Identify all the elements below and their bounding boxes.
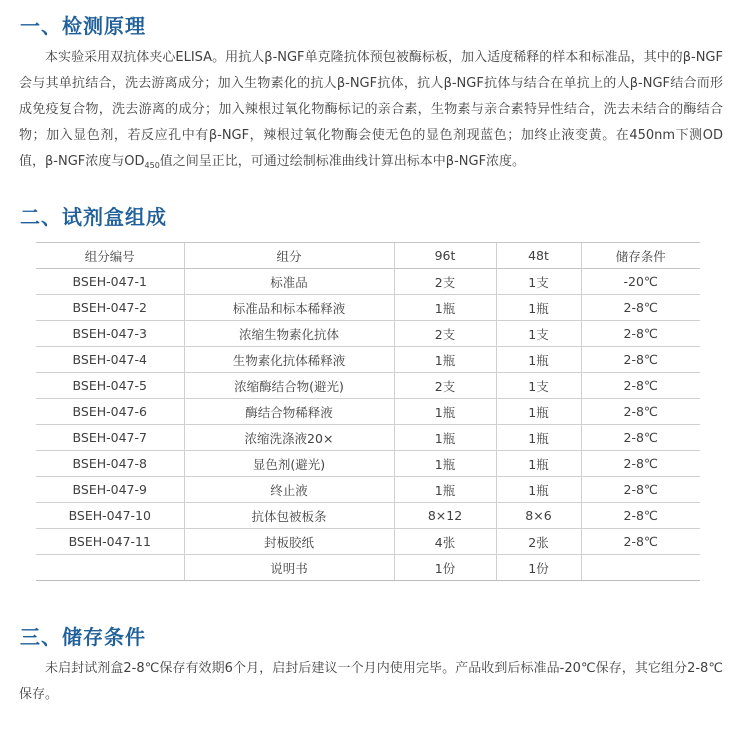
cell-component-id: BSEH-047-1 — [36, 269, 184, 295]
cell-component: 生物素化抗体稀释液 — [184, 347, 394, 373]
cell-component: 说明书 — [184, 555, 394, 581]
cell-48t: 1支 — [496, 373, 581, 399]
cell-component-id: BSEH-047-9 — [36, 477, 184, 503]
cell-component-id: BSEH-047-3 — [36, 321, 184, 347]
section-title-storage: 三、储存条件 — [20, 625, 146, 649]
cell-48t: 1支 — [496, 321, 581, 347]
table-row — [36, 399, 700, 425]
cell-component-id: BSEH-047-10 — [36, 503, 184, 529]
kit-components-table — [36, 243, 700, 581]
principle-text-end: 值之间呈正比，可通过绘制标准曲线计算出标本中β-NGF浓度。 — [159, 154, 526, 169]
header-storage: 储存条件 — [581, 243, 700, 269]
cell-storage: 2-8℃ — [581, 399, 700, 425]
cell-component-id: BSEH-047-8 — [36, 451, 184, 477]
cell-storage: 2-8℃ — [581, 373, 700, 399]
table-row — [36, 347, 700, 373]
table-row — [36, 529, 700, 555]
cell-component: 终止液 — [184, 477, 394, 503]
cell-component: 酶结合物稀释液 — [184, 399, 394, 425]
cell-48t: 1瓶 — [496, 425, 581, 451]
header-component: 组分 — [184, 243, 394, 269]
cell-component-id: BSEH-047-2 — [36, 295, 184, 321]
cell-48t: 1瓶 — [496, 347, 581, 373]
cell-component: 封板胶纸 — [184, 529, 394, 555]
cell-component-id: BSEH-047-7 — [36, 425, 184, 451]
cell-component-id: BSEH-047-11 — [36, 529, 184, 555]
cell-48t: 1份 — [496, 555, 581, 581]
cell-storage: 2-8℃ — [581, 529, 700, 555]
cell-component: 浓缩酶结合物(避光) — [184, 373, 394, 399]
cell-storage: 2-8℃ — [581, 503, 700, 529]
cell-96t: 1瓶 — [394, 477, 496, 503]
section-title-principle: 一、检测原理 — [20, 14, 146, 38]
cell-component-id: BSEH-047-4 — [36, 347, 184, 373]
cell-component: 抗体包被板条 — [184, 503, 394, 529]
principle-paragraph — [19, 45, 723, 175]
cell-storage: 2-8℃ — [581, 321, 700, 347]
table-row — [36, 295, 700, 321]
cell-storage: 2-8℃ — [581, 295, 700, 321]
section-title-kit-components: 二、试剂盒组成 — [20, 205, 167, 229]
table-row — [36, 503, 700, 529]
cell-96t: 1瓶 — [394, 425, 496, 451]
table-body — [36, 269, 700, 581]
cell-96t: 2支 — [394, 373, 496, 399]
cell-storage: 2-8℃ — [581, 347, 700, 373]
cell-component-id: BSEH-047-6 — [36, 399, 184, 425]
cell-storage — [581, 555, 700, 581]
cell-48t: 1瓶 — [496, 477, 581, 503]
cell-96t: 2支 — [394, 269, 496, 295]
cell-storage: 2-8℃ — [581, 477, 700, 503]
header-48t: 48t — [496, 243, 581, 269]
principle-subscript: 450 — [144, 161, 160, 170]
cell-96t: 8×12 — [394, 503, 496, 529]
header-96t: 96t — [394, 243, 496, 269]
table-row — [36, 373, 700, 399]
cell-storage: 2-8℃ — [581, 451, 700, 477]
cell-48t: 2张 — [496, 529, 581, 555]
table-header-row — [36, 243, 700, 269]
cell-storage: -20℃ — [581, 269, 700, 295]
cell-48t: 1支 — [496, 269, 581, 295]
cell-component-id: BSEH-047-5 — [36, 373, 184, 399]
cell-component-id — [36, 555, 184, 581]
cell-component: 显色剂(避光) — [184, 451, 394, 477]
cell-48t: 1瓶 — [496, 295, 581, 321]
cell-96t: 1瓶 — [394, 295, 496, 321]
header-component-id: 组分编号 — [36, 243, 184, 269]
table-row — [36, 555, 700, 581]
cell-48t: 8×6 — [496, 503, 581, 529]
cell-component: 浓缩生物素化抗体 — [184, 321, 394, 347]
cell-48t: 1瓶 — [496, 399, 581, 425]
table-row — [36, 269, 700, 295]
cell-96t: 2支 — [394, 321, 496, 347]
table-row — [36, 425, 700, 451]
table-row — [36, 321, 700, 347]
cell-96t: 1瓶 — [394, 399, 496, 425]
cell-component: 浓缩洗涤液20× — [184, 425, 394, 451]
cell-storage: 2-8℃ — [581, 425, 700, 451]
cell-96t: 1瓶 — [394, 451, 496, 477]
cell-component: 标准品 — [184, 269, 394, 295]
cell-component: 标准品和标本稀释液 — [184, 295, 394, 321]
cell-48t: 1瓶 — [496, 451, 581, 477]
principle-text: 本实验采用双抗体夹心ELISA。用抗人β-NGF单克隆抗体预包被酶标板，加入适度稀释的样本和标准品，其中的β-NGF会与其单抗结合，洗去游离成分；加入生物素化的抗人β-NGF抗体，抗人β-NGF抗体与结合在单抗上的人β-NGF结合而形成免疫复合物，洗去游离的成分；加入辣根过氧化物酶标记的亲合素，生物素与亲合素特异性结合，洗去未结合的酶结合物；加入显色剂，若反应孔中有β-NGF，辣根过氧化物酶会使无色的显色剂现蓝色；加终止液变黄。在450nm下测OD值，β-NGF浓度与OD — [19, 50, 723, 169]
table-row — [36, 451, 700, 477]
cell-96t: 1份 — [394, 555, 496, 581]
cell-96t: 1瓶 — [394, 347, 496, 373]
storage-paragraph: 未启封试剂盒2-8℃保存有效期6个月，启封后建议一个月内使用完毕。产品收到后标准品-20℃保存，其它组分2-8℃保存。 — [19, 661, 723, 702]
table-row — [36, 477, 700, 503]
cell-96t: 4张 — [394, 529, 496, 555]
